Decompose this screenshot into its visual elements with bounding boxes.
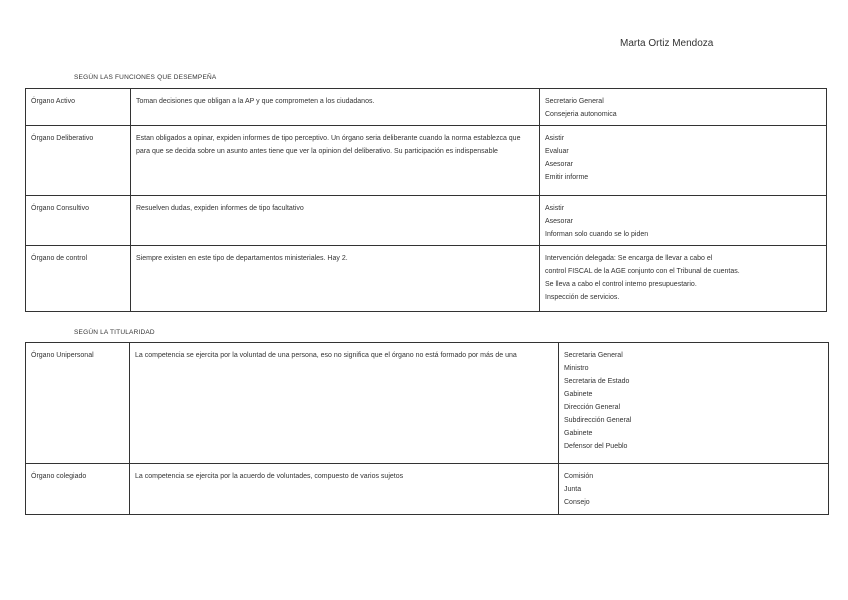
example-item: Ministro xyxy=(564,365,589,372)
example-item: Asesorar xyxy=(545,161,574,168)
table-row xyxy=(26,89,827,126)
example-item: Informan solo cuando se lo piden xyxy=(545,231,649,238)
example-item: Gabinete xyxy=(564,430,593,437)
organ-examples-cell xyxy=(540,246,827,312)
organ-name-cell: Órgano colegiado xyxy=(26,464,130,515)
organ-name-cell: Órgano Activo xyxy=(26,89,131,126)
example-item: Emitir informe xyxy=(545,174,589,181)
organ-name-cell: Órgano de control xyxy=(26,246,131,312)
organ-examples-cell xyxy=(540,126,827,196)
example-item: Consejeria autonomica xyxy=(545,111,617,118)
table-row xyxy=(26,464,829,515)
table-titularidad xyxy=(25,342,829,515)
organ-name-cell: Órgano Unipersonal xyxy=(26,343,130,464)
example-item: Junta xyxy=(564,486,582,493)
example-item: Intervención delegada: Se encarga de llevar a cabo el xyxy=(545,255,713,262)
organ-description-cell: Siempre existen en este tipo de departamentos ministeriales. Hay 2. xyxy=(131,246,540,312)
section-title-funciones: SEGÚN LAS FUNCIONES QUE DESEMPEÑA xyxy=(74,74,217,81)
example-item: Subdirección General xyxy=(564,417,632,424)
example-item: Secretario General xyxy=(545,98,604,105)
section-title-titularidad: SEGÚN LA TITULARIDAD xyxy=(74,329,155,336)
example-item: Asesorar xyxy=(545,218,574,225)
organ-name-cell: Órgano Consultivo xyxy=(26,196,131,246)
organ-examples-cell xyxy=(540,89,827,126)
example-item: control FISCAL de la AGE conjunto con el Tribunal de cuentas. xyxy=(545,268,740,275)
organ-examples-cell xyxy=(559,343,829,464)
example-item: Dirección General xyxy=(564,404,621,411)
table-funciones xyxy=(25,88,827,312)
example-item: Asistir xyxy=(545,135,565,142)
example-item: Comisión xyxy=(564,473,594,480)
organ-examples-cell xyxy=(540,196,827,246)
organ-examples-cell xyxy=(559,464,829,515)
example-item: Gabinete xyxy=(564,391,593,398)
example-item: Secretaria de Estado xyxy=(564,378,630,385)
example-item: Consejo xyxy=(564,499,590,506)
example-item: Secretaria General xyxy=(564,352,623,359)
example-item: Inspección de servicios. xyxy=(545,294,620,301)
table-row xyxy=(26,343,829,464)
author-name: Marta Ortiz Mendoza xyxy=(620,38,714,49)
organ-description-cell: Estan obligados a opinar, expiden informes de tipo perceptivo. Un órgano seria deliberante cuando la norma establezca que para que se decida sobre un asunto antes tiene que ver la opinion del deliberativo. Su participación es indispensable xyxy=(131,126,540,196)
table-row xyxy=(26,196,827,246)
example-item: Asistir xyxy=(545,205,565,212)
example-item: Se lleva a cabo el control interno presupuestario. xyxy=(545,281,697,288)
table-row xyxy=(26,126,827,196)
organ-description-cell: La competencia se ejercita por la acuerdo de voluntades, compuesto de varios sujetos xyxy=(130,464,559,515)
example-item: Defensor del Pueblo xyxy=(564,443,628,450)
organ-description-cell: Toman decisiones que obligan a la AP y que comprometen a los ciudadanos. xyxy=(131,89,540,126)
organ-name-cell: Órgano Deliberativo xyxy=(26,126,131,196)
organ-description-cell: La competencia se ejercita por la voluntad de una persona, eso no significa que el órgano no está formado por más de una xyxy=(130,343,559,464)
table-row xyxy=(26,246,827,312)
organ-description-cell: Resuelven dudas, expiden informes de tipo facultativo xyxy=(131,196,540,246)
example-item: Evaluar xyxy=(545,148,569,155)
